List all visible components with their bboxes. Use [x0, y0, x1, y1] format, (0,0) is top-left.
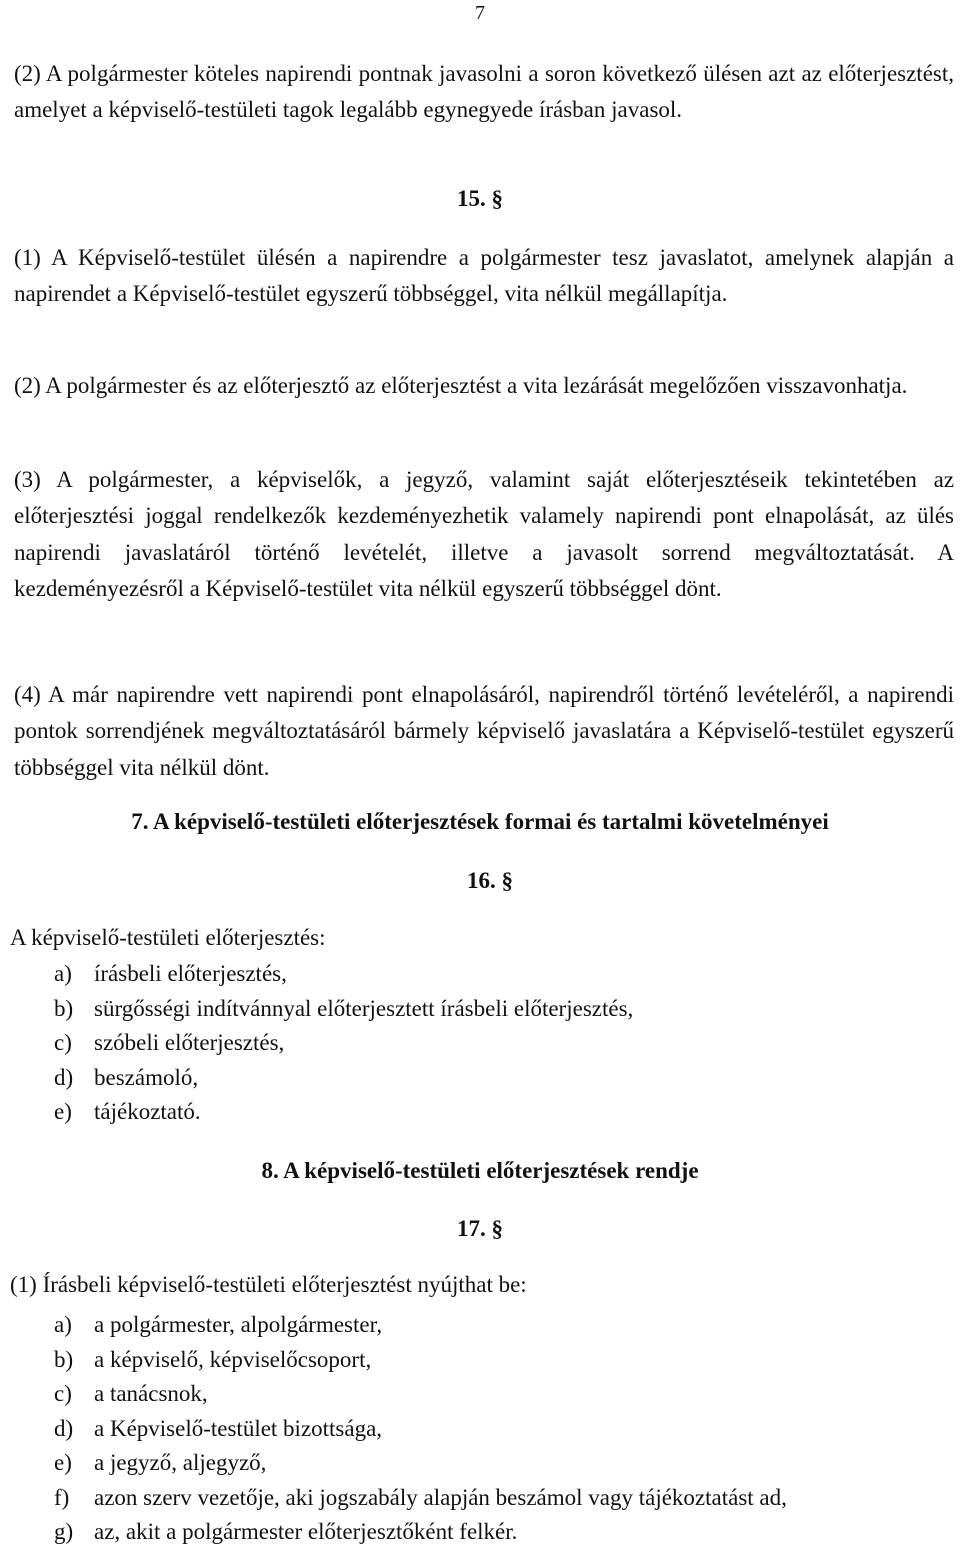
paragraph-15-2: (2) A polgármester és az előterjesztő az előterjesztést a vita lezárását megelőzően visszavonhatja. — [14, 373, 908, 398]
list-item-text: írásbeli előterjesztés, — [94, 961, 287, 986]
list-item-marker: f) — [54, 1484, 70, 1510]
list-16 — [0, 957, 960, 1130]
list-item-marker: e) — [54, 1450, 72, 1475]
list-item-text: a tanácsnok, — [94, 1381, 208, 1406]
list-item-text: a képviselő, képviselőcsoport, — [94, 1346, 372, 1372]
list-item — [0, 1095, 960, 1130]
paragraph-17-1: (1) Írásbeli képviselő-testületi előterjesztést nyújthat be: — [10, 1272, 527, 1297]
list-item-text: szóbeli előterjesztés, — [94, 1030, 285, 1055]
list-item-marker: c) — [54, 1381, 72, 1406]
list-item — [0, 1061, 960, 1096]
list-item — [0, 957, 960, 992]
list-item — [0, 1515, 960, 1550]
list-item-marker: d) — [54, 1064, 74, 1090]
paragraph-15-1: (1) A Képviselő-testület ülésén a napirendre a polgármester tesz javaslatot, amelynek alapján a napirendet a Képviselő-testület egyszerű többséggel, vita nélkül megállapítja. — [14, 245, 954, 307]
list-item — [0, 1377, 960, 1412]
list-item — [0, 1446, 960, 1481]
list-item — [0, 1308, 960, 1343]
list-item-marker: b) — [54, 1346, 74, 1372]
list-item-text: beszámoló, — [94, 1064, 199, 1090]
paragraph-15-4: (4) A már napirendre vett napirendi pont elnapolásáról, napirendről történő levételéről, a napirendi pontok sorrendjének megváltoztatásáról bármely képviselő javaslatára a Képviselő-testület egyszerű többséggel vita nélkül dönt. — [14, 682, 954, 780]
chapter-7-heading: 7. A képviselő-testületi előterjesztések formai és tartalmi követelményei — [131, 809, 829, 834]
list-item — [0, 1412, 960, 1447]
page-number: 7 — [475, 2, 485, 24]
section-16-heading: 16. § — [467, 868, 513, 893]
list-item-marker: b) — [54, 995, 74, 1021]
list-item-marker: e) — [54, 1099, 72, 1124]
list-item — [0, 1026, 960, 1061]
list-item-text: a Képviselő-testület bizottsága, — [94, 1415, 383, 1441]
list-item — [0, 992, 960, 1027]
list-item-marker: d) — [54, 1415, 74, 1441]
chapter-8-heading: 8. A képviselő-testületi előterjesztések rendje — [261, 1158, 699, 1183]
list-item — [0, 1343, 960, 1378]
list-item-text: az, akit a polgármester előterjesztőként felkér. — [94, 1519, 518, 1544]
list-item-text: a polgármester, alpolgármester, — [94, 1312, 383, 1337]
list-item — [0, 1481, 960, 1516]
paragraph-14-2: (2) A polgármester köteles napirendi pontnak javasolni a soron következő ülésen azt az előterjesztést, amelyet a képviselő-testületi tagok legalább egynegyede írásban javasol. — [14, 61, 954, 123]
list-17 — [0, 1308, 960, 1550]
list-item-marker: g) — [54, 1519, 74, 1544]
list-item-marker: a) — [54, 1312, 72, 1337]
list-item-text: sürgősségi indítvánnyal előterjesztett írásbeli előterjesztés, — [94, 995, 634, 1021]
list-item-text: azon szerv vezetője, aki jogszabály alapján beszámol vagy tájékoztatást ad, — [94, 1484, 787, 1510]
section-17-heading: 17. § — [457, 1216, 503, 1241]
paragraph-15-3: (3) A polgármester, a képviselők, a jegyző, valamint saját előterjesztéseik tekintetében az előterjesztési joggal rendelkezők kezdeményezhetik valamely napirendi pont elnapolását, az ülés napirendi javaslatáról történő levételét, illetve a javasolt sorrend megváltoztatását. A kezdeményezésről a Képviselő-testület vita nélkül egyszerű többséggel dönt. — [14, 467, 954, 601]
list-item-text: a jegyző, aljegyző, — [94, 1450, 267, 1475]
section-15-heading: 15. § — [457, 186, 503, 211]
list-item-marker: c) — [54, 1030, 72, 1055]
paragraph-16-intro: A képviselő-testületi előterjesztés: — [10, 925, 326, 950]
list-item-marker: a) — [54, 961, 72, 986]
list-item-text: tájékoztató. — [94, 1099, 201, 1124]
